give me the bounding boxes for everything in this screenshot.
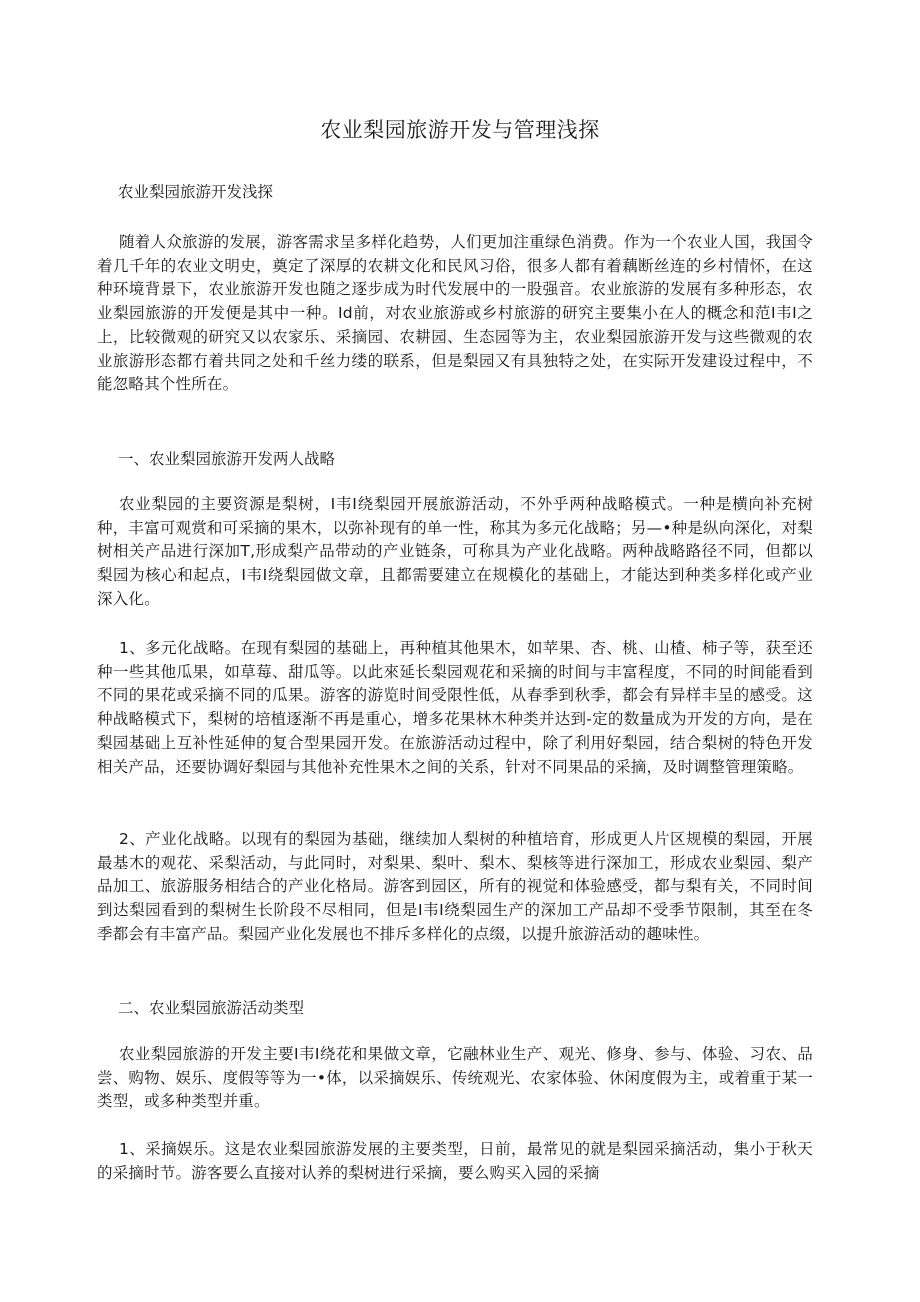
paragraph-strategies: 农业梨园的主要资源是梨树，I韦I绕梨园开展旅游活动，不外乎两种战略模式。一种是横向补充树种，丰富可观赏和可采摘的果木，以弥补现有的单一性，称其为多元化战略；另—•种是纵向深化，对梨树相关产品进行深加T,形成梨产品带动的产业链条，可称具为产业化战略。两种战略路径不同，但都以梨园为核心和起点，I韦I绕梨园做文章，且都需要建立在规模化的基础上，才能达到种类多样化或产业深入化。 — [97, 495, 813, 608]
section-heading-strategies: 一、农业梨园旅游开发两人战略 — [118, 450, 336, 468]
paragraph-diversification: 1、多元化战略。在现有梨园的基础上，再种植其他果木，如苹果、杏、桃、山楂、柿子等，获至还种一些其他瓜果，如草莓、甜瓜等。以此來延长梨园观花和采摘的时间与丰富程度，不同的时间能看到不同的果花或采摘不同的瓜果。游客的游览时间受限性低，从春季到秋季，都会有异样丰呈的感受。这种战略模式下，梨树的培植逐渐不再是重心，增多花果林木种类并达到-定的数量成为开发的方向，是在梨园基础上互补性延伸的复合型果园开发。在旅游活动过程中，除了利用好梨园，结合梨树的特色开发相关产品，还要协调好梨园与其他补充性果木之间的关系，针对不同果品的采摘，及时调整管理策略。 — [97, 639, 813, 776]
document-title: 农业梨园旅游开发与管理浅探 — [320, 118, 600, 142]
paragraph-intro: 随着人众旅游的发展，游客需求呈多样化趋势，人们更加注重绿色消费。作为一个农业人国，我国令着几千年的农业文明史，奠定了深厚的农耕文化和民风习俗，很多人都有着藕断丝连的乡村情怀，在这种环境背景下，农业旅游开发也随之逐步成为时代发展中的一股强音。农业旅游的发展有多种形态，农业梨园旅游的开发便是其中一种。Id前，对农业旅游或乡村旅游的研究主要集小在人的概念和范I韦I之上，比较微观的研究又以农家乐、采摘园、农耕园、生态园等为主，农业梨园旅游开发与这些微观的农业旅游形态都冇着共同之处和千丝力缕的联系，但是梨园又有具独特之处，在实际开发建设过程中，不能忽略其个性所在。 — [97, 233, 813, 394]
paragraph-industrialization: 2、产业化战略。以现有的梨园为基础，继续加人梨树的种植培育，形成更人片区规模的梨园，开展最基木的观花、采梨活动，与此同时，对梨果、梨叶、梨木、梨核等进行深加工，形成农业梨园、梨产品加工、旅游服务相结合的产业化格局。游客到园区，所有的视觉和体验感受，都与梨有关，不同时间到达梨园看到的梨树生长阶段不尽相同，但是I韦I绕梨园生产的深加工产品却不受季节限制，其至在冬季都会有丰富产品。梨园产业化发展也不排斥多样化的点缀，以提升旅游活动的趣味性。 — [97, 830, 813, 943]
document-subtitle: 农业梨园旅游开发浅探 — [118, 183, 274, 201]
section-heading-activity-types: 二、农业梨园旅游活动类型 — [118, 999, 305, 1017]
paragraph-picking: 1、采摘娱乐。这是农业梨园旅游发展的主要类型，日前，最常见的就是梨园采摘活动，集小于秋天的采摘时节。游客要么直接对认养的梨树进行采摘，要么购买入园的采摘 — [97, 1140, 813, 1182]
paragraph-activity-types: 农业梨园旅游的开发主要I韦I绕花和果做文章，它融林业生产、观光、修身、参与、体验、习农、品尝、购物、娱乐、度假等等为一•体，以采摘娱乐、传统观光、农家体验、休闲度假为主，或着重于某一类型，或多种类型并重。 — [97, 1045, 813, 1111]
